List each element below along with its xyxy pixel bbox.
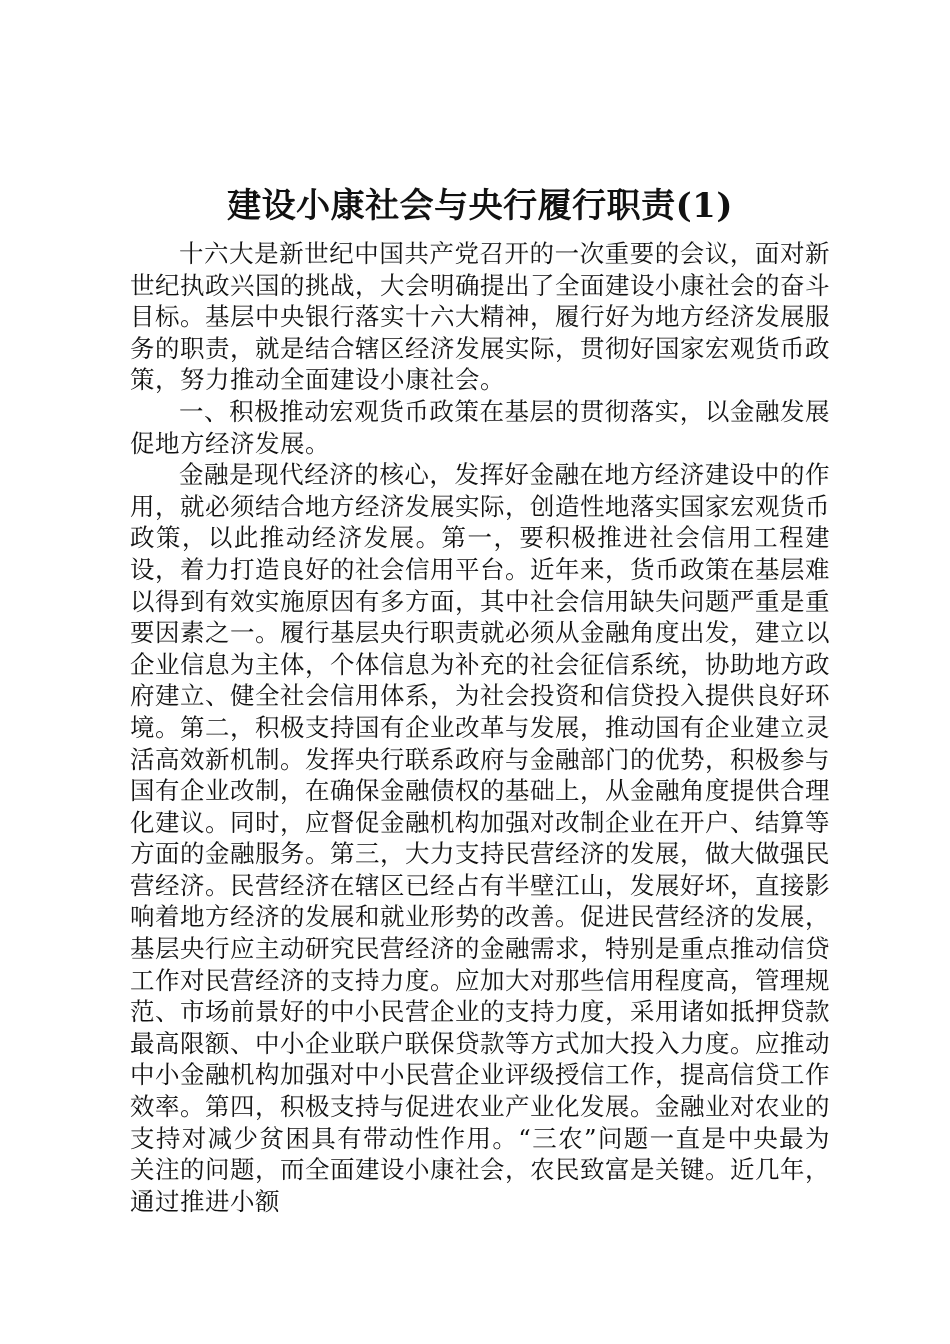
paragraph-section-heading: 一、积极推动宏观货币政策在基层的贯彻落实，以金融发展促地方经济发展。 — [130, 396, 830, 458]
document-body — [130, 238, 830, 1217]
document-page — [130, 182, 830, 1217]
paragraph-intro: 十六大是新世纪中国共产党召开的一次重要的会议，面对新世纪执政兴国的挑战，大会明确提出了全面建设小康社会的奋斗目标。基层中央银行落实十六大精神，履行好为地方经济发展服务的职责，就是结合辖区经济发展实际，贯彻好国家宏观货币政策，努力推动全面建设小康社会。 — [130, 239, 830, 395]
paragraph-finance-core: 金融是现代经济的核心，发挥好金融在地方经济建设中的作用，就必须结合地方经济发展实际，创造性地落实国家宏观货币政策，以此推动经济发展。第一，要积极推进社会信用工程建设，着力打造良好的社会信用平台。近年来，货币政策在基层难以得到有效实施原因有多方面，其中社会信用缺失问题严重是重要因素之一。履行基层央行职责就必须从金融角度出发，建立以企业信息为主体，个体信息为补充的社会征信系统，协助地方政府建立、健全社会信用体系，为社会投资和信贷投入提供良好环境。第二，积极支持国有企业改革与发展，推动国有企业建立灵活高效新机制。发挥央行联系政府与金融部门的优势，积极参与国有企业改制，在确保金融债权的基础上，从金融角度提供合理化建议。同时，应督促金融机构加强对改制企业在开户、结算等方面的金融服务。第三，大力支持民营经济的发展，做大做强民营经济。民营经济在辖区已经占有半壁江山，发展好坏，直接影响着地方经济的发展和就业形势的改善。促进民营经济的发展，基层央行应主动研究民营经济的金融需求，特别是重点推动信贷工作对民营经济的支持力度。应加大对那些信用程度高，管理规范、市场前景好的中小民营企业的支持力度，采用诸如抵押贷款最高限额、中小企业联户联保贷款等方式加大投入力度。应推动中小金融机构加强对中小民营企业评级授信工作，提高信贷工作效率。第四，积极支持与促进农业产业化发展。金融业对农业的支持对减少贫困具有带动性作用。“三农”问题一直是中央最为关注的问题，而全面建设小康社会，农民致富是关键。近几年，通过推进小额 — [130, 460, 830, 1216]
document-title: 建设小康社会与央行履行职责(1) — [227, 186, 733, 226]
